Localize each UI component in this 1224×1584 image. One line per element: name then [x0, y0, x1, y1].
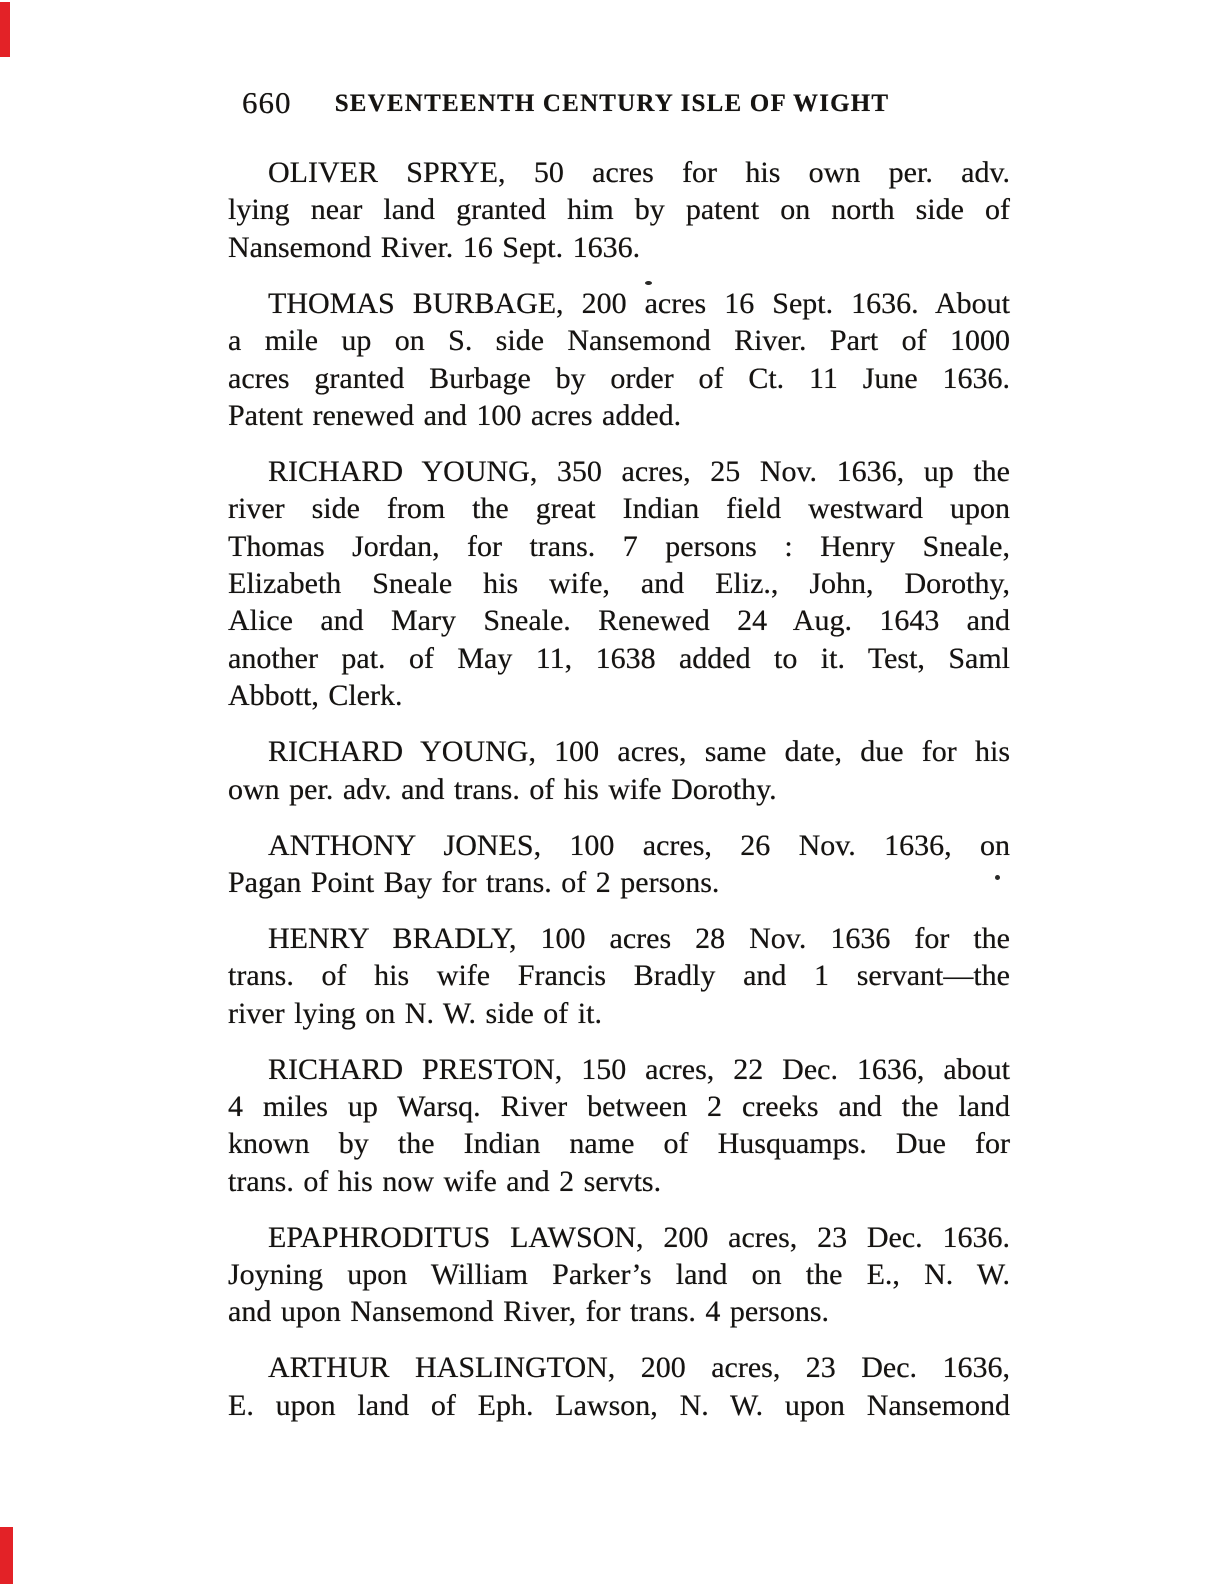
- text-line: trans. of his wife Francis Bradly and 1 servant—the: [228, 959, 1010, 993]
- red-scan-mark: [0, 2, 10, 57]
- text-line: Thomas Jordan, for trans. 7 persons : Henry Sneale,: [228, 529, 1010, 563]
- paragraph: [228, 920, 1010, 1032]
- text-line: another pat. of May 11, 1638 added to it. Test, Saml: [228, 641, 1010, 675]
- text-line: Nansemond River. 16 Sept. 1636.: [228, 230, 641, 264]
- paragraph: [228, 1349, 1010, 1424]
- text-line: OLIVER SPRYE, 50 acres for his own per. adv.: [268, 156, 1010, 189]
- text-line: river side from the great Indian field westward upon: [228, 492, 1010, 526]
- text-line: a mile up on S. side Nansemond River. Part of 1000: [228, 324, 1010, 358]
- paragraph: [228, 1219, 1010, 1331]
- text-line: Joyning upon William Parker’s land on the E., N. W.: [228, 1258, 1010, 1292]
- page-number: 660: [242, 85, 292, 120]
- text-line: RICHARD PRESTON, 150 acres, 22 Dec. 1636, about: [268, 1052, 1010, 1086]
- paragraph: [228, 1051, 1010, 1201]
- text-line: river lying on N. W. side of it.: [228, 996, 602, 1030]
- paragraph: [228, 453, 1010, 715]
- red-scan-mark: [0, 1527, 13, 1584]
- running-title: SEVENTEENTH CENTURY ISLE OF WIGHT: [334, 90, 890, 117]
- text-block: [228, 154, 1010, 1443]
- text-line: Patent renewed and 100 acres added.: [228, 398, 682, 432]
- text-line: known by the Indian name of Husquamps. Due for: [228, 1127, 1010, 1161]
- text-line: THOMAS BURBAGE, 200 acres 16 Sept. 1636. About: [268, 286, 1010, 320]
- text-line: trans. of his now wife and 2 servts.: [228, 1164, 662, 1198]
- text-line: Alice and Mary Sneale. Renewed 24 Aug. 1643 and: [228, 604, 1010, 638]
- ink-speck: [995, 875, 1000, 880]
- text-line: own per. adv. and trans. of his wife Dorothy.: [228, 772, 777, 806]
- text-line: HENRY BRADLY, 100 acres 28 Nov. 1636 for the: [268, 921, 1010, 955]
- text-line: E. upon land of Eph. Lawson, N. W. upon Nansemond: [228, 1388, 1010, 1422]
- text-line: RICHARD YOUNG, 100 acres, same date, due for his: [268, 735, 1010, 769]
- text-line: lying near land granted him by patent on north side of: [228, 193, 1010, 227]
- text-line: and upon Nansemond River, for trans. 4 persons.: [228, 1295, 830, 1329]
- text-line: ARTHUR HASLINGTON, 200 acres, 23 Dec. 1636,: [268, 1351, 1010, 1385]
- text-line: Elizabeth Sneale his wife, and Eliz., John, Dorothy,: [228, 567, 1010, 601]
- paragraph: [228, 827, 1010, 902]
- text-line: acres granted Burbage by order of Ct. 11 June 1636.: [228, 361, 1010, 395]
- text-line: Abbott, Clerk.: [228, 679, 403, 713]
- paragraph: [228, 285, 1010, 435]
- text-line: EPAPHRODITUS LAWSON, 200 acres, 23 Dec. 1636.: [268, 1220, 1010, 1254]
- paragraph: [228, 733, 1010, 808]
- text-line: RICHARD YOUNG, 350 acres, 25 Nov. 1636, up the: [268, 454, 1010, 488]
- ink-speck: [645, 281, 652, 285]
- text-line: Pagan Point Bay for trans. of 2 persons.: [228, 865, 720, 899]
- text-line: 4 miles up Warsq. River between 2 creeks and the land: [228, 1089, 1010, 1123]
- text-line: ANTHONY JONES, 100 acres, 26 Nov. 1636, on: [268, 828, 1010, 862]
- running-head: [0, 87, 1224, 127]
- paragraph: [228, 154, 1010, 266]
